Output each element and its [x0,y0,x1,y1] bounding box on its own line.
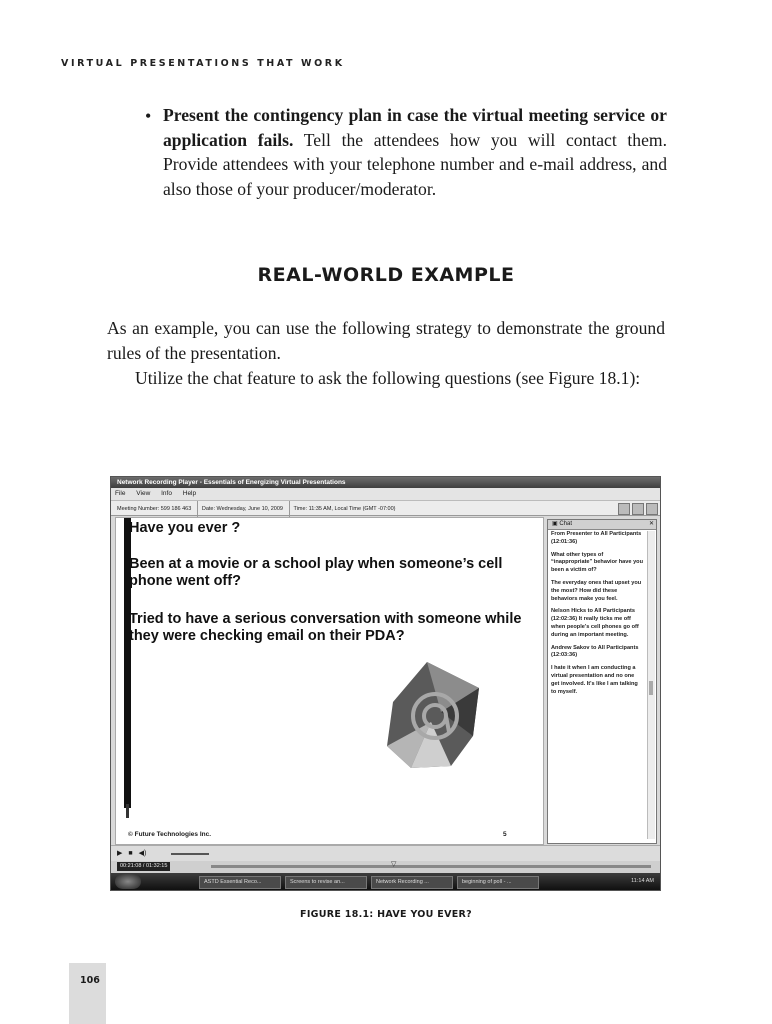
meeting-date: Date: Wednesday, June 10, 2009 [200,501,290,517]
slide-line-3: Tried to have a serious conversation with someone while they were checking email on their PDA? [129,611,522,644]
volume-slider[interactable] [171,853,209,855]
system-clock: 11:14 AM [631,878,654,884]
stop-icon[interactable]: ■ [128,850,133,857]
section-heading: REAL-WORLD EXAMPLE [257,264,515,286]
chat-message: What other types of “inappropriate” behavior have you been a victim of? [551,551,644,574]
slide-footer: © Future Technologies Inc. [128,831,212,838]
slide-page-number: 5 [503,831,507,838]
layout-button-2[interactable] [632,503,644,515]
email-at-logo-icon [381,660,486,772]
layout-button-1[interactable] [618,503,630,515]
window-title: Network Recording Player - Essentials of Energizing Virtual Presentations [111,477,660,488]
menu-file[interactable]: File [115,490,126,497]
bullet-bold-lead: Present the contingency plan in case the virtual meeting service or application fails. [163,105,667,150]
slide-accent-bar-tail [126,804,129,818]
figure-caption: FIGURE 18.1: HAVE YOU EVER? [300,909,472,920]
menu-bar [111,488,660,500]
chat-messages [551,531,643,701]
windows-taskbar [111,873,660,890]
slide-line-1: Have you ever ? [129,520,241,536]
playback-time: 00:21:08 / 01:32:15 [117,862,170,871]
chat-panel [547,519,657,844]
bullet-text [163,103,667,201]
meeting-info-bar [111,500,660,516]
layout-button-3[interactable] [646,503,658,515]
chat-message: Nelson Hicks to All Participants (12:02:36) It really ticks me off when people's cell phones go off during an important meeting. [551,608,639,638]
page-number: 106 [80,975,100,986]
start-button[interactable] [115,874,141,889]
bullet-marker: • [145,106,152,126]
bullet-body: Tell the attendees how you will contact them. Provide attendees with your telephone number and e-mail address, and also those of your producer/moderator. [163,129,667,199]
page-number-box [69,963,106,1024]
taskbar-item[interactable]: ASTD Essential Reco... [199,876,281,889]
meeting-number: Meeting Number: 599 186 463 [115,501,198,517]
play-icon[interactable]: ▶ [117,850,123,857]
meeting-time: Time: 11:35 AM, Local Time (GMT -07:00) [293,506,396,512]
chat-scroll-thumb[interactable] [649,681,653,695]
timeline-bar [111,861,660,873]
chat-message: I hate it when I am conducting a virtual presentation and no one get involved. It's like I am talking to myself. [551,665,638,695]
menu-help[interactable]: Help [182,490,197,497]
slide-line-2: Been at a movie or a school play when someone’s cell phone went off? [129,556,503,589]
taskbar-item[interactable]: Screens to revise an... [285,876,367,889]
running-head: VIRTUAL PRESENTATIONS THAT WORK [61,58,345,69]
chat-title: Chat [559,521,573,527]
taskbar-item[interactable]: Network Recording ... [371,876,453,889]
menu-view[interactable]: View [136,490,151,497]
taskbar-item[interactable]: beginning of poll - ... [457,876,539,889]
paragraph-1: As an example, you can use the following strategy to demonstrate the ground rules of the presentation. [107,318,665,363]
menu-info[interactable]: Info [161,490,172,497]
playback-controls [111,845,660,861]
chat-message: Andrew Sakov to All Participants (12:03:36) [551,644,639,659]
chat-message: The everyday ones that upset you the most? How did these behaviors make you feel. [551,579,642,602]
chat-message: From Presenter to All Participants (12:01:36) [551,531,642,545]
timeline-marker-icon[interactable]: ▽ [391,861,397,868]
chat-close-icon[interactable]: ✕ [648,521,654,527]
presentation-slide [115,517,544,845]
chat-scrollbar[interactable] [647,531,655,839]
figure-screenshot [110,476,661,891]
paragraph-2: Utilize the chat feature to ask the following questions (see Figure 18.1): [135,368,641,388]
chat-header: ▣ Chat ✕ [548,520,656,530]
volume-icon[interactable]: ◀) [138,850,147,857]
timeline-track[interactable] [211,861,651,868]
